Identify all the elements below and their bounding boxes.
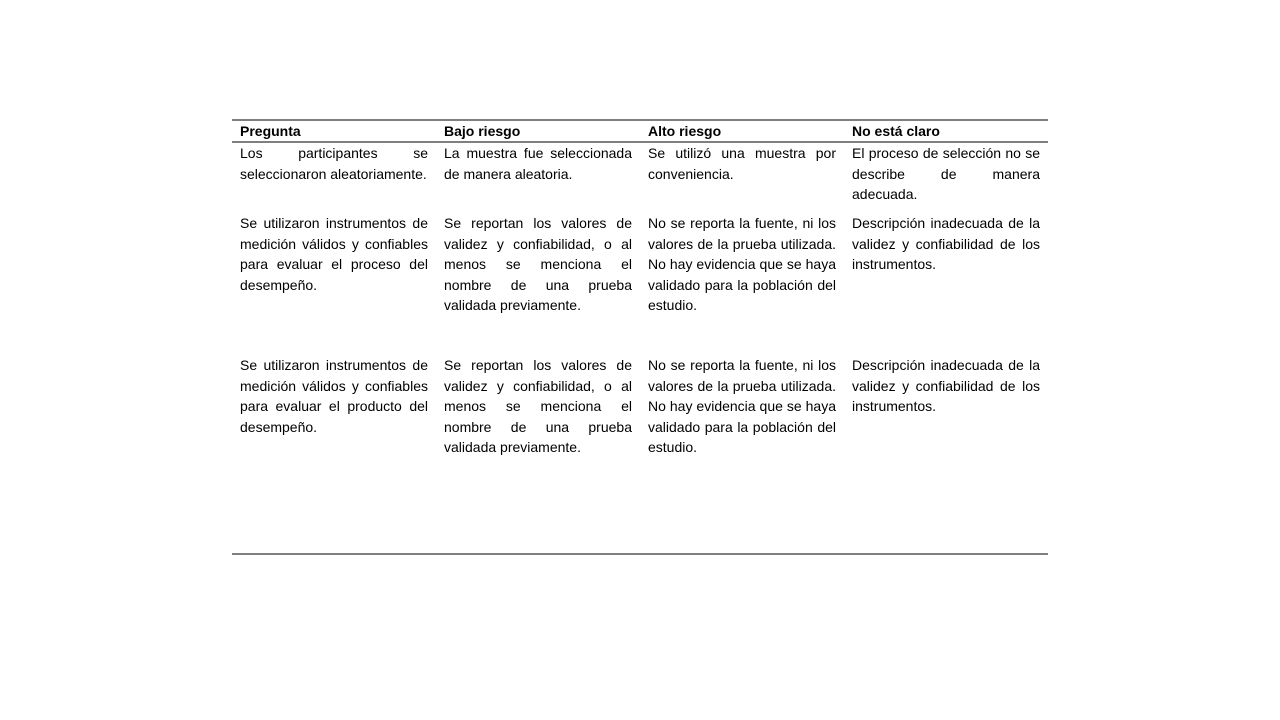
table-header-row xyxy=(232,121,1048,143)
table-cell: Se utilizaron instrumentos de medición válidos y confiables para evaluar el proceso del desempeño. xyxy=(240,215,428,293)
table-cell: Los participantes se seleccionaron aleatoriamente. xyxy=(240,145,428,182)
table-cell: Se reportan los valores de validez y confiabilidad, o al menos se menciona el nombre de una prueba validada previamente. xyxy=(444,215,632,313)
header-no-esta-claro: No está claro xyxy=(852,123,940,139)
table-cell: No se reporta la fuente, ni los valores de la prueba utilizada. No hay evidencia que se haya validado para la población del estudio. xyxy=(648,357,836,455)
table-row xyxy=(232,213,1048,355)
table-row xyxy=(232,143,1048,213)
table-cell: Descripción inadecuada de la validez y confiabilidad de los instrumentos. xyxy=(852,215,1040,272)
table-cell: Se utilizó una muestra por conveniencia. xyxy=(648,145,836,182)
header-pregunta: Pregunta xyxy=(240,123,301,139)
table-row xyxy=(232,355,1048,551)
risk-assessment-table xyxy=(232,119,1048,555)
table-cell: Se reportan los valores de validez y confiabilidad, o al menos se menciona el nombre de una prueba validada previamente. xyxy=(444,357,632,455)
header-bajo-riesgo: Bajo riesgo xyxy=(444,123,521,139)
table-cell: No se reporta la fuente, ni los valores de la prueba utilizada. No hay evidencia que se haya validado para la población del estudio. xyxy=(648,215,836,313)
table-cell: El proceso de selección no se describe de manera adecuada. xyxy=(852,145,1040,202)
table-cell: Se utilizaron instrumentos de medición válidos y confiables para evaluar el producto del desempeño. xyxy=(240,357,428,435)
header-alto-riesgo: Alto riesgo xyxy=(648,123,722,139)
table-cell: Descripción inadecuada de la validez y confiabilidad de los instrumentos. xyxy=(852,357,1040,414)
table-cell: La muestra fue seleccionada de manera aleatoria. xyxy=(444,145,632,182)
